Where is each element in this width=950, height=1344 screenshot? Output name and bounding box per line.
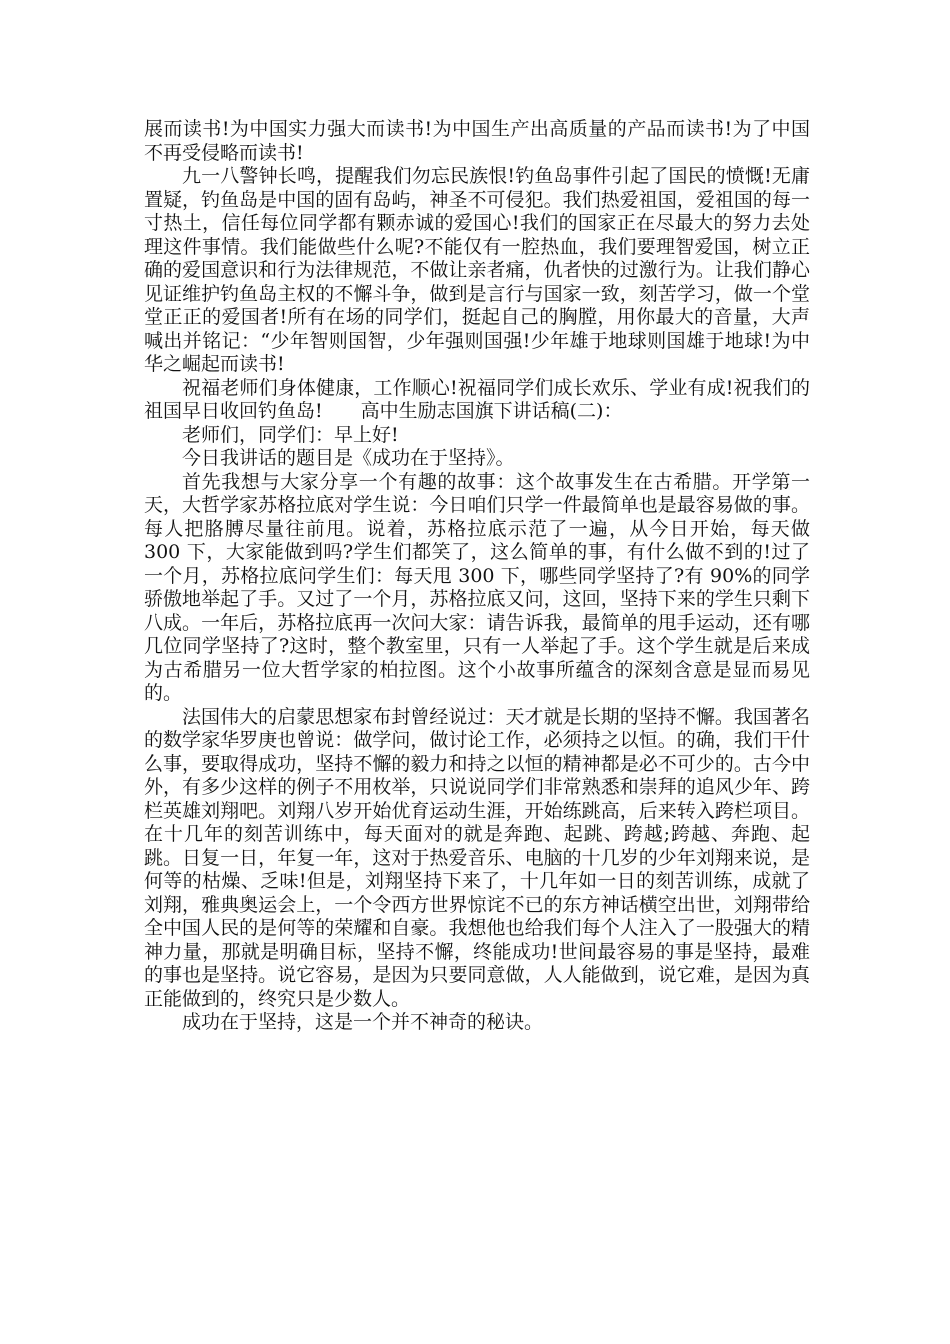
paragraph-diaoyu-island: 九一八警钟长鸣，提醒我们勿忘民族恨!钓鱼岛事件引起了国民的愤慨!无庸置疑，钓鱼岛是中国的固有岛屿，神圣不可侵犯。我们热爱祖国，爱祖国的每一寸热土，信任每位同学都有颗赤诚的爱国心!我们的国家正在尽最大的努力去处理这件事情。我们能做些什么呢?不能仅有一腔热血，我们要理智爱国，树立正确的爱国意识和行为法律规范，不做让亲者痛，仇者快的过激行为。让我们静心见证维护钓鱼岛主权的不懈斗争，做到是言行与国家一致，刻苦学习，做一个堂堂正正的爱国者!所有在场的同学们，挺起自己的胸膛，用你最大的音量，大声喊出并铭记：“少年智则国智，少年强则国强!少年雄于地球则国雄于地球!为中华之崛起而读书! xyxy=(144,165,810,375)
paragraph-conclusion: 成功在于坚持，这是一个并不神奇的秘诀。 xyxy=(182,1011,544,1033)
document-body xyxy=(144,118,810,1035)
paragraph-continuation: 展而读书!为中国实力强大而读书!为中国生产出高质量的产品而读书!为了中国不再受侵略而读书! xyxy=(144,118,810,164)
paragraph-topic: 今日我讲话的题目是《成功在于坚持》。 xyxy=(182,447,515,469)
paragraph-socrates-story: 首先我想与大家分享一个有趣的故事：这个故事发生在古希腊。开学第一天，大哲学家苏格拉底对学生说：今日咱们只学一件最简单也是最容易做的事。每人把胳膊尽量往前甩。说着，苏格拉底示范了一遍，从今日开始，每天做 300 下，大家能做到吗?学生们都笑了，这么简单的事，有什么做不到的!过了一个月，苏格拉底问学生们：每天甩 300 下，哪些同学坚持了?有 90%的同学骄傲地举起了手。又过了一个月，苏格拉底又问，这回，坚持下来的学生只剩下八成。一年后，苏格拉底再一次问大家：请告诉我，最简单的甩手运动，还有哪几位同学坚持了?这时，整个教室里，只有一人举起了手。这个学生就是后来成为古希腊另一位大哲学家的柏拉图。这个小故事所蕴含的深刻含意是显而易见的。 xyxy=(144,470,810,704)
paragraph-blessing: 祝福老师们身体健康，工作顺心!祝福同学们成长欢乐、学业有成!祝我们的祖国早日收回钓鱼岛! 高中生励志国旗下讲话稿(二)： xyxy=(144,376,810,422)
paragraph-greeting: 老师们，同学们：早上好! xyxy=(182,423,399,446)
paragraph-liu-xiang: 法国伟大的启蒙思想家布封曾经说过：天才就是长期的坚持不懈。我国著名的数学家华罗庚也曾说：做学问，做讨论工作，必须持之以恒。的确，我们干什么事，要取得成功，坚持不懈的毅力和持之以恒的精神都是必不可少的。古今中外，有多少这样的例子不用枚举，只说说同学们非常熟悉和崇拜的追风少年、跨栏英雄刘翔吧。刘翔八岁开始优育运动生涯，开始练跳高，后来转入跨栏项目。在十几年的刻苦训练中，每天面对的就是奔跑、起跳、跨越;跨越、奔跑、起跳。日复一日，年复一年，这对于热爱音乐、电脑的十几岁的少年刘翔来说，是何等的枯燥、乏味!但是，刘翔坚持下来了，十几年如一日的刻苦训练，成就了刘翔，雅典奥运会上，一个令西方世界惊诧不已的东方神话横空出世，刘翔带给全中国人民的是何等的荣耀和自豪。我想他也给我们每个人注入了一股强大的精神力量，那就是明确目标，坚持不懈，终能成功!世间最容易的事是坚持，最难的事也是坚持。说它容易，是因为只要同意做，人人能做到，说它难，是因为真正能做到的，终究只是少数人。 xyxy=(144,705,810,1010)
